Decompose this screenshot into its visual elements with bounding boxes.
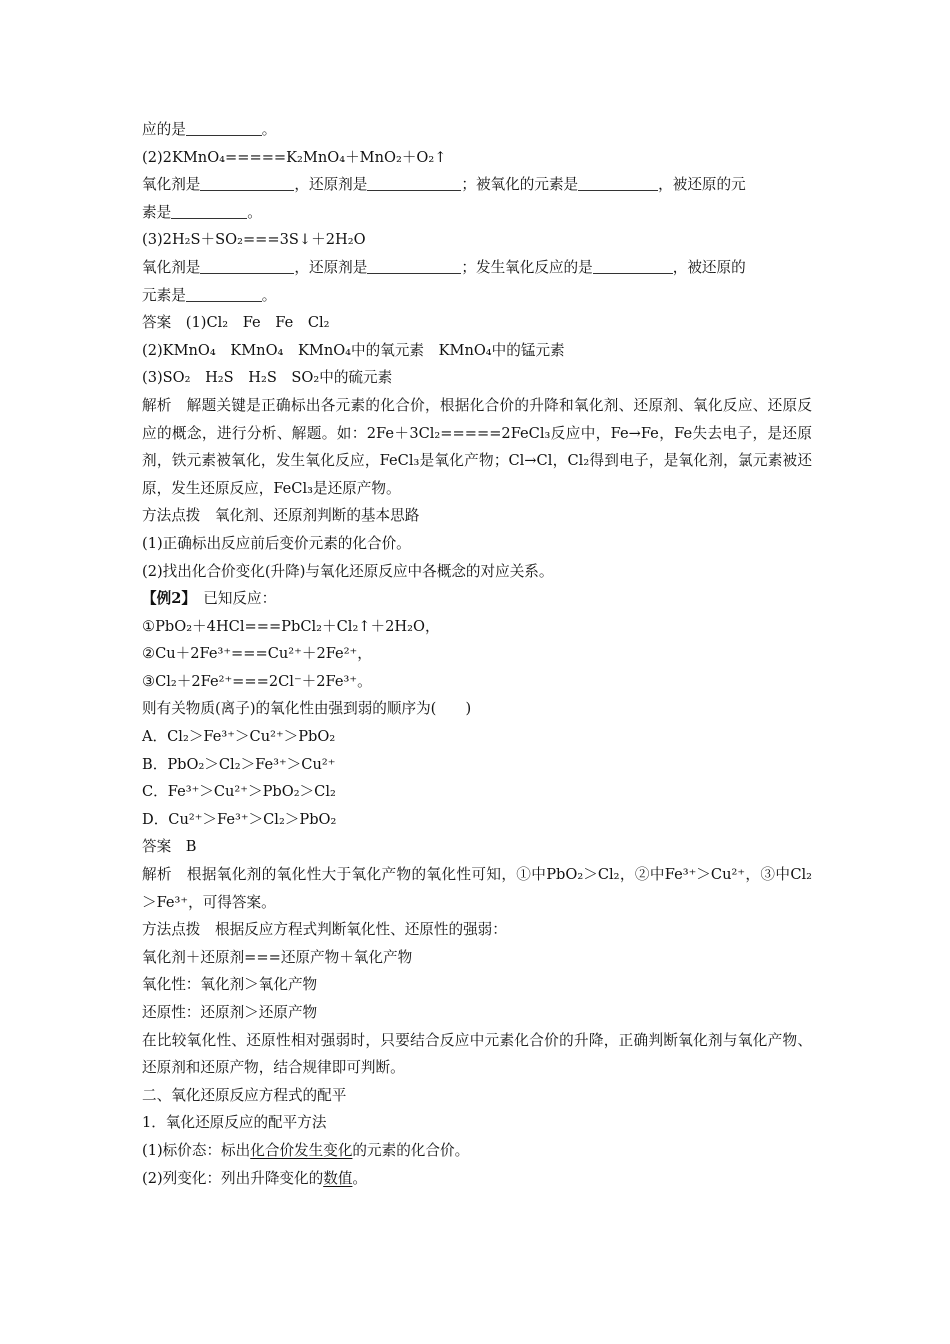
document-page	[142, 116, 812, 1192]
option-d: D．Cu²⁺＞Fe³⁺＞Cl₂＞PbO₂	[142, 810, 337, 828]
text: 。	[261, 121, 277, 138]
answer-blank[interactable]	[578, 174, 658, 191]
text: ，还原剂是	[294, 258, 368, 276]
text: 素是	[142, 203, 172, 221]
text: ；发生氧化反应的是	[461, 258, 593, 276]
example-label: 【例2】	[142, 590, 189, 608]
equation-line: (3)2H₂S＋SO₂===3S↓＋2H₂O	[142, 231, 366, 249]
method-step: 氧化性：氧化剂＞氧化产物	[142, 976, 318, 994]
method-heading: 方法点拨 根据反应方程式判断氧化性、还原性的强弱：	[142, 921, 507, 939]
reaction-line: ①PbO₂＋4HCl===PbCl₂＋Cl₂↑＋2H₂O，	[142, 617, 440, 635]
example-heading	[142, 585, 812, 613]
text: 应的是	[142, 121, 186, 138]
option-b: B．PbO₂＞Cl₂＞Fe³⁺＞Cu²⁺	[142, 755, 336, 773]
question-line	[142, 254, 812, 282]
text: 已知反应：	[188, 590, 277, 608]
answer-blank[interactable]	[186, 119, 262, 136]
text: (1)标价态：标出	[142, 1141, 251, 1159]
question-line	[142, 171, 812, 199]
method-step: (2)找出化合价变化(升降)与氧化还原反应中各概念的对应关系。	[142, 562, 554, 580]
text-line	[142, 116, 812, 144]
answer-blank[interactable]	[367, 174, 461, 191]
equation-line: (2)2KMnO₄=====K₂MnO₄＋MnO₂＋O₂↑	[142, 148, 447, 166]
answer-line: (2)KMnO₄ KMnO₄ KMnO₄中的氧元素 KMnO₄中的锰元素	[142, 341, 565, 359]
analysis-paragraph: 解析 根据氧化剂的氧化性大于氧化产物的氧化性可知，①中PbO₂＞Cl₂，②中Fe³⁺＞Cu²⁺，③中Cl₂＞Fe³⁺，可得答案。	[142, 866, 812, 911]
step-line	[142, 1165, 812, 1193]
question-stem: 则有关物质(离子)的氧化性由强到弱的顺序为( )	[142, 700, 472, 718]
reaction-line: ③Cl₂＋2Fe²⁺===2Cl⁻＋2Fe³⁺。	[142, 672, 372, 690]
text: 。	[261, 286, 277, 304]
answer-blank[interactable]	[593, 257, 673, 274]
text: 氧化剂是	[142, 258, 201, 276]
text: (2)列变化：列出升降变化的	[142, 1169, 324, 1187]
answer-line: (3)SO₂ H₂S H₂S SO₂中的硫元素	[142, 369, 393, 387]
method-step: (1)正确标出反应前后变价元素的化合价。	[142, 534, 411, 552]
answer-blank[interactable]	[367, 257, 461, 274]
analysis-paragraph: 解析 解题关键是正确标出各元素的化合价，根据化合价的升降和氧化剂、还原剂、氧化反应、还原反应的概念，进行分析、解题。如：2Fe＋3Cl₂=====2FeCl₃反应中，Fe→Fe，Fe失去电子，是还原剂，铁元素被氧化，发生氧化反应，FeCl₃是氧化产物；Cl→Cl，Cl₂得到电子，是氧化剂，氯元素被还原，发生还原反应，FeCl₃是还原产物。	[142, 396, 812, 497]
answer-blank[interactable]	[200, 174, 294, 191]
text: ；被氧化的元素是	[461, 176, 579, 194]
method-heading: 方法点拨 氧化剂、还原剂判断的基本思路	[142, 507, 420, 525]
answer-blank[interactable]	[200, 257, 294, 274]
text: ，被还原的	[672, 258, 746, 276]
text: ，还原剂是	[294, 176, 368, 194]
section-heading: 二、氧化还原反应方程式的配平	[142, 1086, 347, 1104]
text: 氧化剂是	[142, 176, 201, 194]
reaction-line: ②Cu＋2Fe³⁺===Cu²⁺＋2Fe²⁺，	[142, 645, 372, 663]
underlined-key-term: 数值	[323, 1169, 353, 1187]
answer-line: 答案 B	[142, 838, 197, 856]
method-step: 氧化剂＋还原剂===还原产物＋氧化产物	[142, 948, 413, 966]
question-line	[142, 199, 812, 227]
method-paragraph: 在比较氧化性、还原性相对强弱时，只要结合反应中元素化合价的升降，正确判断氧化剂与氧化产物、还原剂和还原产物，结合规律即可判断。	[142, 1031, 812, 1077]
text: 元素是	[142, 286, 186, 304]
underlined-key-term: 化合价发生变化	[250, 1141, 353, 1159]
answer-blank[interactable]	[186, 285, 262, 302]
option-c: C．Fe³⁺＞Cu²⁺＞PbO₂＞Cl₂	[142, 783, 336, 801]
method-step: 还原性：还原剂＞还原产物	[142, 1004, 318, 1021]
answer-line: 答案 (1)Cl₂ Fe Fe Cl₂	[142, 314, 330, 332]
answer-blank[interactable]	[171, 202, 247, 219]
question-line	[142, 282, 812, 310]
option-a: A．Cl₂＞Fe³⁺＞Cu²⁺＞PbO₂	[142, 728, 336, 746]
text: 的元素的化合价。	[352, 1141, 470, 1159]
text: 。	[352, 1169, 368, 1187]
step-line	[142, 1137, 812, 1165]
text: 。	[247, 203, 262, 221]
text: ，被还原的元	[658, 176, 746, 194]
subsection-heading: 1．氧化还原反应的配平方法	[142, 1114, 327, 1132]
